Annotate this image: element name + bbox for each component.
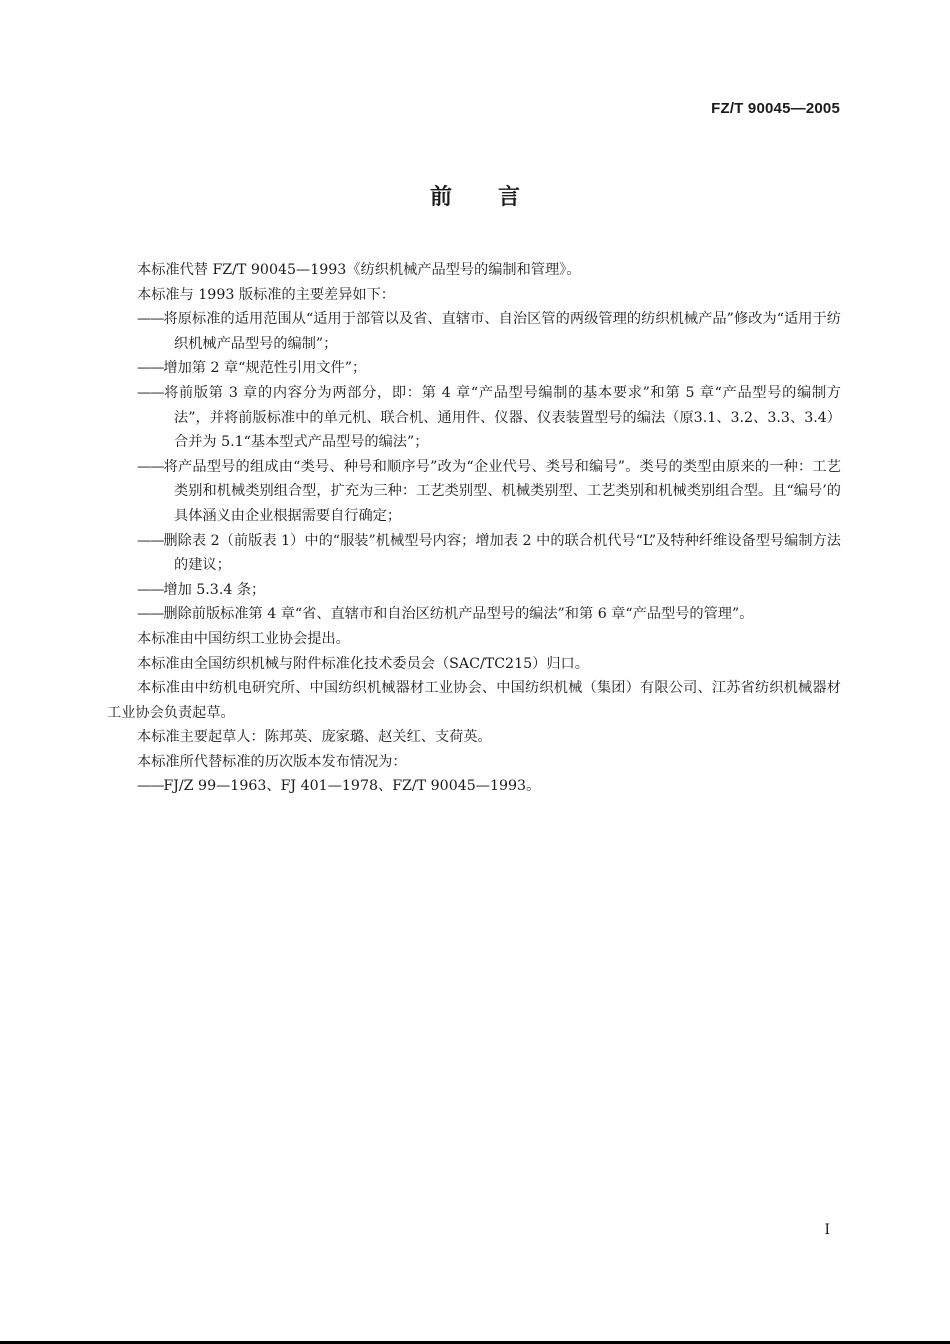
page-number: I: [824, 1222, 830, 1238]
paragraph: 本标准由中纺机电研究所、中国纺织机械器材工业协会、中国纺织机械（集团）有限公司、江苏省纺织机械器材工业协会负责起草。: [107, 680, 841, 721]
dash-item: ——增加第 2 章“规范性引用文件”；: [137, 360, 367, 377]
paragraph: 本标准主要起草人：陈邦英、庞家璐、赵关红、支荷英。: [137, 729, 492, 746]
document-body: [107, 258, 841, 799]
paragraph: 本标准由中国纺织工业协会提出。: [137, 630, 350, 647]
paragraph: 本标准与 1993 版标准的主要差异如下：: [137, 286, 395, 303]
paragraph: 本标准所代替标准的历次版本发布情况为：: [137, 753, 407, 770]
dash-item: ——将原标准的适用范围从“适用于部管以及省、直辖市、自治区管的两级管理的纺织机械产品”修改为“适用于纺织机械产品型号的编制”；: [137, 311, 841, 352]
standard-code: FZ/T 90045—2005: [711, 100, 840, 117]
paragraph: 本标准由全国纺织机械与附件标准化技术委员会（SAC/TC215）归口。: [137, 655, 589, 672]
dash-item: ——删除前版标准第 4 章“省、直辖市和自治区纺机产品型号的编法”和第 6 章“产品型号的管理”。: [137, 606, 754, 623]
dash-item: ——删除表 2（前版表 1）中的“服装”机械型号内容；增加表 2 中的联合机代号“L”及特种纤维设备型号编制方法的建议；: [137, 532, 841, 574]
page-title: 前言: [429, 185, 566, 210]
dash-item: ——将前版第 3 章的内容分为两部分，即：第 4 章“产品型号编制的基本要求”和第 5 章“产品型号的编制方法”，并将前版标准中的单元机、联合机、通用件、仪器、仪表装置型号的编法（原3.1、3.2、3.3、3.4）合并为 5.1“基本型式产品型号的编法”；: [137, 384, 841, 451]
dash-item: ——将产品型号的组成由“类号、种号和顺序号”改为“企业代号、类号和编号”。类号的类型由原来的一种：工艺类别和机械类别组合型，扩充为三种：工艺类别型、机械类别型、工艺类别和机械类别组合型。且“编号’的具体涵义由企业根据需要自行确定；: [137, 458, 841, 524]
dash-item: ——增加 5.3.4 条；: [137, 581, 266, 598]
dash-item: ——FJ/Z 99—1963、FJ 401—1978、FZ/T 90045—1993。: [137, 778, 541, 795]
paragraph: 本标准代替 FZ/T 90045—1993《纺织机械产品型号的编制和管理》。: [137, 262, 581, 278]
